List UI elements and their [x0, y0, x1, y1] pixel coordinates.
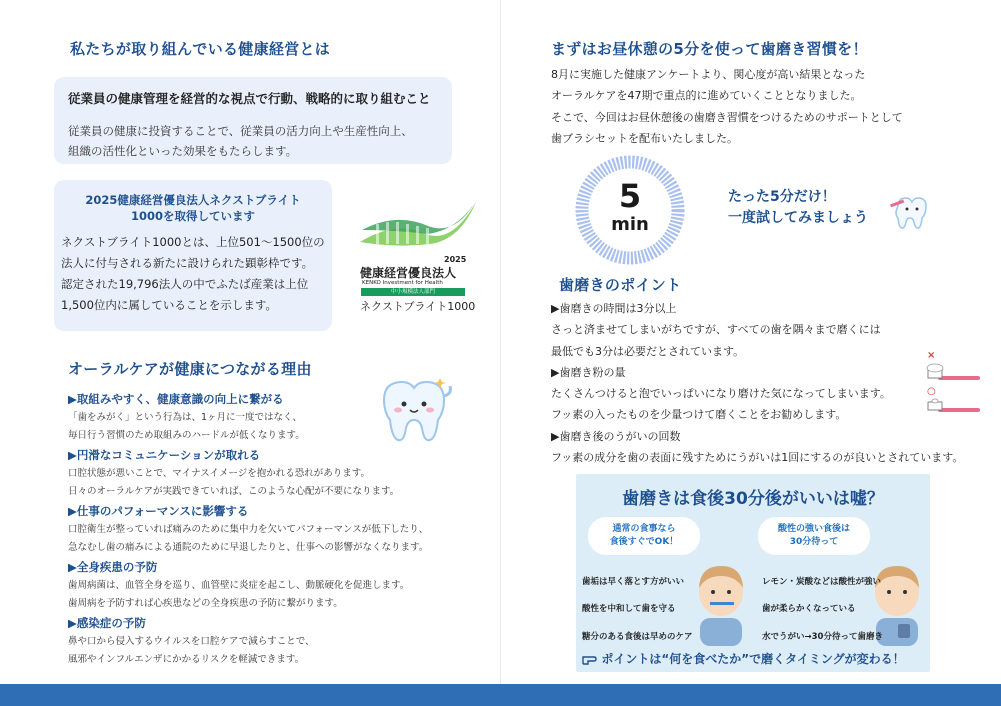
logo-year: 2025: [444, 255, 467, 264]
reason-line: 歯周病を予防すれば心疾患などの全身疾患の予防に繋がります。: [68, 598, 343, 609]
certification-card-title: [54, 192, 332, 224]
bubble-line: 酸性の強い食後は: [777, 524, 850, 534]
reason-item: [68, 390, 488, 445]
intro-line: そこで、今回はお昼休憩後の歯磨き習慣をつけるためのサポートとして: [551, 110, 903, 124]
certification-line: ネクストブライト1000とは、上位501〜1500位の: [61, 235, 325, 249]
definition-line: 組織の活性化といった効果をもたらします。: [68, 144, 298, 158]
reason-item: [68, 614, 488, 669]
reason-line: 急なむし歯の痛みによる通院のために早退したりと、仕事への影響がなくなります。: [68, 542, 429, 553]
reason-item: [68, 502, 488, 557]
points-line: 最低でも3分は必要だとされています。: [551, 344, 745, 358]
points-line: ▶歯磨き粉の量: [551, 365, 626, 379]
reason-title: ▶感染症の予防: [68, 616, 146, 630]
points-line: たくさんつけると泡でいっぱいになり磨けた気になってしまいます。: [551, 387, 891, 401]
infographic-item: 歯が柔らかくなっている: [762, 604, 856, 614]
infographic-title: 歯磨きは食後30分後がいいは嘘？: [622, 489, 884, 509]
boy-brushing-illustration: [692, 562, 750, 646]
reason-item: [68, 446, 488, 501]
reason-title: ▶円滑なコミュニケーションが取れる: [68, 448, 261, 462]
kenko-certification-logo: [356, 200, 480, 312]
certification-line: 法人に付与される新たに設けられた顕彰枠です。: [61, 256, 314, 270]
points-line: さっと済ませてしまいがちですが、すべての歯を隅々まで磨くには: [551, 323, 881, 337]
certification-card: [54, 180, 332, 331]
reason-line: 鼻や口から侵入するウイルスを口腔ケアで減らすことで、: [68, 636, 315, 647]
reason-title: ▶取組みやすく、健康意識の向上に繋がる: [68, 392, 284, 406]
logo-main-text: 健康経営優良法人: [360, 266, 457, 280]
definition-card-title: 従業員の健康管理を経営的な視点で行動、戦略的に取り組むこと: [68, 91, 431, 106]
points-paragraph: [551, 298, 963, 468]
logo-english-text: KENKO Investment for Health: [362, 280, 443, 286]
reason-title: ▶仕事のパフォーマンスに影響する: [68, 504, 249, 518]
ok-mark: ○: [927, 386, 936, 397]
logo-wave-graphic: [356, 200, 480, 258]
toothbrush-too-much-paste-icon: [926, 362, 982, 384]
points-line: ▶歯磨きの時間は3分以上: [551, 302, 677, 315]
footer-bar: [0, 684, 1001, 706]
section-title-oral-care-reasons: オーラルケアが健康につながる理由: [68, 360, 312, 378]
definition-card: [54, 77, 452, 164]
reason-title: ▶全身疾患の予防: [68, 560, 158, 574]
page-fold-divider: [500, 0, 501, 684]
points-line: フッ素の成分を歯の表面に残すためにうがいは1回にするのが良いとされています。: [551, 451, 964, 465]
certification-title-line: 2025健康経営優良法人ネクストブライト: [85, 193, 301, 207]
reason-line: 歯周病菌は、血管全身を巡り、血管壁に炎症を起こし、動脈硬化を促進します。: [68, 580, 410, 591]
logo-category-tag: 中小規模法人部門: [361, 288, 465, 296]
toothbrush-small-paste-icon: [926, 396, 982, 416]
right-page-title: まずはお昼休憩の5分を使って歯磨き習慣を！: [551, 40, 868, 58]
infographic-item: 水でうがい→30分待って歯磨き: [762, 632, 883, 642]
points-line: フッ素の入ったものを少量つけて磨くことをお勧めします。: [551, 408, 847, 422]
five-minute-timer: [574, 154, 686, 266]
ng-mark: ×: [927, 350, 936, 361]
intro-line: 8月に実施した健康アンケートより、関心度が高い結果となった: [551, 68, 866, 81]
reason-line: 毎日行う習慣のため取組みのハードルが低くなります。: [68, 430, 305, 441]
intro-line: 歯ブラシセットを配布いたしました。: [551, 131, 738, 145]
reason-line: 日々のオーラルケアが実践できていれば、このような心配が不要になります。: [68, 486, 400, 497]
reason-item: [68, 558, 488, 613]
reason-line: 口腔衛生が整っていれば痛みのために集中力を欠いてパフォーマンスが低下したり、: [68, 524, 429, 535]
certification-line: 認定された19,796法人の中でふたば産業は上位: [61, 277, 309, 291]
reason-line: 口腔状態が悪いことで、マイナスイメージを抱かれる恐れがあります。: [68, 468, 371, 479]
timer-unit: min: [611, 214, 649, 235]
certification-card-body: [61, 232, 325, 316]
timer-number: 5: [618, 177, 642, 215]
infographic-item: 酸性を中和して歯を守る: [582, 604, 676, 614]
try-callout: [728, 187, 868, 229]
callout-line: たった5分だけ！: [728, 189, 836, 205]
bubble-normal-meal: [588, 517, 700, 555]
definition-card-body: [68, 121, 413, 161]
intro-paragraph: [551, 64, 903, 149]
section-title-health-management: 私たちが取り組んでいる健康経営とは: [70, 40, 331, 58]
points-line: ▶歯磨き後のうがいの回数: [551, 429, 681, 443]
infographic-item: 糖分のある食後は早めのケア: [582, 632, 693, 642]
bubble-line: 通常の食事なら: [612, 524, 676, 534]
bubble-acidic-meal: [758, 517, 870, 555]
definition-line: 従業員の健康に投資することで、従業員の活力向上や生産性向上、: [68, 124, 413, 138]
logo-bottom-text: ネクストブライト1000: [360, 300, 476, 313]
bubble-line: 食後すぐでOK！: [609, 537, 679, 547]
brushing-timing-infographic: [576, 474, 930, 672]
reason-line: 「歯をみがく」という行為は、1ヶ月に一度ではなく、: [68, 412, 302, 423]
infographic-item: 歯垢は早く落とす方がいい: [582, 577, 685, 587]
intro-line: オーラルケアを47期で重点的に進めていくこととなりました。: [551, 89, 862, 103]
reason-line: 風邪やインフルエンザにかかるリスクを軽減できます。: [68, 654, 305, 665]
callout-line: 一度試してみましょう: [728, 210, 868, 226]
points-title: 歯磨きのポイント: [559, 276, 682, 294]
certification-title-line: 1000を取得しています: [130, 209, 255, 223]
bubble-line: 30分待って: [789, 537, 839, 547]
infographic-bottom-note: ポイントは“何を食べたか”で磨くタイミングが変わる！: [601, 652, 905, 666]
reason-list: [68, 390, 488, 670]
certification-line: 1,500位内に属していることを示します。: [61, 298, 278, 312]
tooth-brushing-icon: [890, 196, 930, 230]
infographic-item: レモン・炭酸などは酸性が強い: [762, 577, 882, 587]
